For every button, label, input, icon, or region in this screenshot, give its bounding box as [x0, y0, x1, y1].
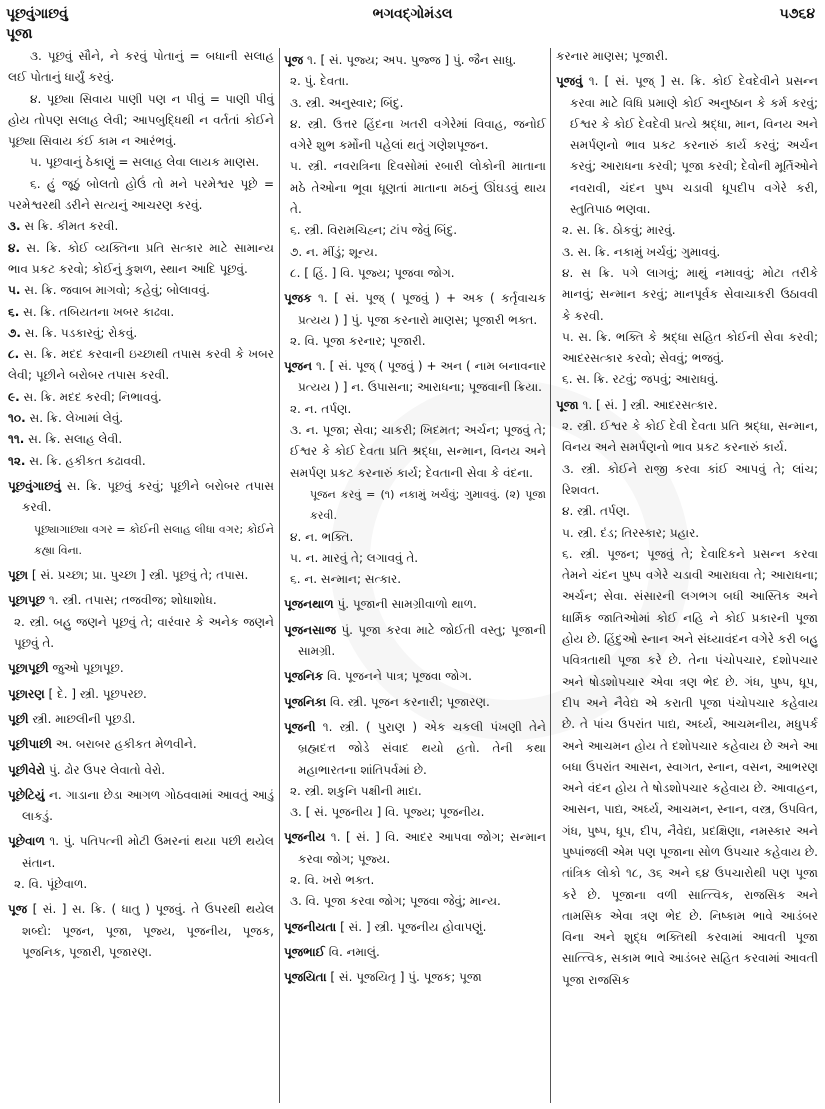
dictionary-entry [284, 917, 546, 938]
idiom-usage [284, 484, 546, 527]
dictionary-entry [8, 899, 274, 963]
definition-text: ૫. સ્ત્રી. દંડ; તિરસ્કાર; પ્રહાર. [562, 525, 700, 540]
guide-word-left: પૂછવુંગાછવું [6, 6, 68, 22]
headword: પૂજનિક [284, 669, 324, 684]
entry-sense [8, 46, 274, 89]
dictionary-entry [284, 717, 546, 781]
column-divider [550, 48, 551, 1103]
headword: પૂછાપૂછ [8, 593, 46, 608]
entry-sense [8, 451, 274, 472]
definition-text: ૧. [ સં. પૂજ્ ( પૂજવું ) + અક ( કર્તૃવાચક પ્રત્યય ) ] પું. પૂજા કરનારો માણસ; પૂજારી ભક્ત. [298, 291, 546, 327]
dictionary-entry [556, 71, 818, 220]
entry-sense [284, 263, 546, 284]
definition-text: ૨. સ્ત્રી. શકુનિ પક્ષીની માદા. [290, 783, 422, 798]
definition-text: અ. બરાબર હકીકત મેળવીને. [51, 737, 197, 752]
definition-text: પું. પૂજાની સામગ્રીવાળો થાળ. [333, 597, 477, 612]
definition-text: ૫. ન. મારવું તે; લગાવવું તે. [290, 550, 419, 565]
entry-sense [284, 93, 546, 114]
definition-text: ૪. સ્ત્રી. તર્પણ. [562, 504, 630, 519]
headword: પૂજભાઈ [284, 944, 325, 959]
headword: પૂજનીયતા [284, 919, 337, 934]
entry-sense [556, 263, 818, 327]
definition-text: [ સં. પ્રચ્છા; પ્રા. પુચ્છા ] સ્ત્રી. પૂછવું તે; તપાસ. [28, 568, 249, 583]
definition-text: ૧. [ સં. પૂજ્ ] સ. ક્રિ. કોઈ દેવદેવીને પ્રસન્ન કરવા માટે વિધિ પ્રમાણે કોઈ અનુષ્ઠાન કે કર્મ કરવું; ઈશ્વર કે કોઈ દેવદેવી પ્રત્યે શ્રદ્ધા, માન, વિનય અને સમર્પણનો ભાવ પ્રકટ કરનારું કાર્ય કરવું; અર્ચન કરવું; આરાધના કરવી; પૂજા કરવી; દેવોની મૂર્તિઓને નવરાવી, ચંદન પુષ્પ ચડાવી ધૂપદીપ વગેરે કરી, સ્તુતિપાઠ ભણવા. [570, 74, 818, 217]
entry-sense [8, 344, 274, 387]
dictionary-entry [8, 684, 274, 705]
headword: પૂછવુંગાછવું [8, 478, 61, 493]
definition-text: પૂજન કરવું = (૧) નકામું ખર્ચવું; ગુમાવવું. (૨) પૂજા કરવી. [310, 487, 546, 523]
entry-sense [284, 331, 546, 352]
headword: પૂજનસાજ [284, 622, 337, 637]
dictionary-entry [8, 590, 274, 611]
dictionary-entry [284, 50, 546, 71]
dictionary-entry [284, 666, 546, 687]
definition-text: પું. ઢોર ઉપર લેવાતો વેરો. [45, 762, 166, 777]
entry-sense [8, 612, 274, 655]
definition-text: ૧. [ સં. પૂજ્ય; અપ. પુજ્જ ] પું. જૈન સાધુ. [303, 53, 517, 67]
dictionary-entry [8, 476, 274, 519]
headword: પૂછી [8, 711, 29, 726]
dictionary-entry [556, 395, 818, 416]
definition-text: ૩. [ સં. પૂજનીય ] વિ. પૂજ્ય; પૂજનીય. [290, 805, 485, 820]
definition-text: સ. ક્રિ. સલાહ લેવી. [24, 432, 123, 447]
entry-sense [8, 152, 274, 173]
headword: પૂજક [284, 291, 312, 306]
entry-sense [556, 523, 818, 544]
definition-text: સ. ક્રિ. મદદ કરવી; નિભાવવું. [19, 389, 162, 404]
definition-text: ૨. સ્ત્રી. બહુ જણને પૂછવું તે; વારંવાર કે અનેક જણને પૂછવું તે. [14, 614, 274, 651]
entry-sense [284, 114, 546, 157]
definition-text: વિ. પૂજનને પાત્ર; પૂજવા જોગ. [323, 669, 472, 684]
entry-sense [556, 242, 818, 263]
headword: પૂજનીય [284, 830, 326, 845]
entry-sense [556, 327, 818, 370]
definition-text: ૨. વિ. પૂંછેવાળ. [14, 876, 88, 891]
entry-sense [8, 302, 274, 323]
definition-text: જુઓ પૂછાપૂછ. [48, 661, 124, 676]
definition-text: ૨. પું. દેવતા. [290, 74, 349, 89]
definition-text: સ. ક્રિ. લેખામાં લેવું. [25, 411, 124, 426]
entry-sense [8, 174, 274, 217]
definition-text: ૩. વિ. પૂજા કરવા જોગ; પૂજવા જેવું; માન્ય. [290, 894, 501, 909]
definition-text: [ સં. ] સ્ત્રી. પૂજનીય હોવાપણું. [336, 919, 487, 934]
definition-text: ૨. વિ. ખરો ભક્ત. [290, 872, 375, 887]
entry-sense [8, 238, 274, 281]
definition-text: વિ. નમાલું. [324, 944, 380, 959]
sense-number: ૧૦. [8, 411, 26, 426]
definition-text: ૧. સ્ત્રી. ( પુરાણ ) એક ચકલી પંખણી તેને બ્રહ્મદત્ત જોડે સંવાદ થયો હતો. તેની કથા મહાભારતના શાંતિપર્વમાં છે. [298, 719, 546, 777]
sense-number: ૧૨. [8, 453, 26, 468]
definition-text: સ ક્રિ. કીમત કરવી. [20, 219, 119, 234]
definition-text: પૂછ્યાગાછ્યા વગર = કોઈની સલાહ લીધા વગર; કોઈને કહ્યા વિના. [34, 522, 274, 557]
definition-text: ૮. [ હિં. ] વિ. પૂજ્ય; પૂજવા જોગ. [290, 265, 455, 280]
book-title: ભગવદ્ગોમંડલ [372, 6, 453, 22]
sense-number: ૭. [8, 325, 21, 340]
column-divider [279, 48, 280, 1103]
entry-sense [284, 220, 546, 241]
definition-text: ૨. સ. ક્રિ. ઠોકવું; મારવું. [562, 223, 676, 238]
definition-text: ૩. પૂછવું સૌને, ને કરવું પોતાનું = બધાની સલાહ લઈ પોતાનું ધાર્યું કરવું. [8, 49, 274, 85]
definition-text: ૪. ન. ભક્તિ. [290, 529, 354, 544]
dictionary-entry [8, 709, 274, 730]
dictionary-entry [8, 658, 274, 679]
definition-text: ૬. હું જૂઠું બોલતો હોઉં તો મને પરમેશ્વર પૂછે = પરમેશ્વરથી ડરીને સત્યનું આચરણ કરવું. [8, 176, 274, 213]
entry-sense [284, 71, 546, 92]
definition-text: ૩. સ્ત્રી. અનુસ્વાર; બિંદુ. [290, 95, 404, 110]
entry-sense [284, 242, 546, 263]
sense-number: ૫. [8, 283, 21, 298]
entry-sense [8, 323, 274, 344]
column-2 [284, 46, 546, 988]
definition-text: ૪. સ ક્રિ. પગે લાગવું; માથું નમાવવું; મોટા તરીકે માનવું; સન્માન કરવું; માનપૂર્વક સેવાચાકરી ઉઠાવવી કે કરવી. [562, 265, 818, 323]
definition-text: સ. ક્રિ. તબિયતના ખબર કાઢવા. [19, 304, 175, 319]
idiom-usage [8, 519, 274, 562]
sense-number: ૮. [8, 347, 20, 362]
definition-text: ૪. સ્ત્રી. ઉત્તર હિંદના ખતરી વગેરેમાં વિવાહ, જનોઈ વગેરે શુભ કર્મોની પહેલાં થતું ગણેશપૂજન. [290, 116, 546, 153]
sense-number: ૬. [8, 304, 20, 319]
definition-text: વિ. સ્ત્રી. પૂજન કરનારી; પૂજારણ. [326, 694, 490, 709]
entry-sense [556, 369, 818, 390]
headword: પૂજ [8, 902, 28, 917]
headword: પૂછાપૂછી [8, 661, 49, 676]
entry-sense [284, 420, 546, 484]
definition-text: સ. ક્રિ. મદદ કરવાની ઇચ્છાથી તપાસ કરવી કે ખબર લેવી; પૂછીને બરોબર તપાસ કરવી. [8, 347, 274, 383]
definition-text: ૧. [ સં. ] વિ. આદર આપવા જોગ; સન્માન કરવા જોગ; પૂજ્ય. [298, 830, 546, 866]
entry-sense [284, 802, 546, 823]
headword: પૂછીપાછી [8, 737, 52, 752]
dictionary-entry [8, 760, 274, 781]
headword: પૂજનિકા [284, 694, 327, 709]
definition-text: ૨. ન. તર્પણ. [290, 401, 352, 416]
definition-text: ૧. [ સં. પૂજ્ ( પૂજવું ) + અન ( નામ બનાવનાર પ્રત્યય ) ] ન. ઉપાસના; આરાધના; પૂજવાની ક્રિયા. [298, 359, 546, 395]
headword: પૂછીવેરો [8, 762, 46, 777]
definition-text: ૬. સ્ત્રી. વિરામચિહ્ન; ટાંપ જેવું બિંદુ. [290, 223, 458, 238]
dictionary-entry [284, 594, 546, 615]
headword: પૂજન [284, 359, 313, 374]
headword: પૂજા [556, 397, 579, 412]
sense-number: ૩. [8, 219, 21, 234]
entry-sense [284, 527, 546, 548]
definition-text: [ સં. પૂજયિતૃ ] પું. પૂજક; પૂજા [326, 970, 482, 985]
definition-text: ૧. સ્ત્રી. તપાસ; તજવીજ; શોધાશોધ. [45, 593, 217, 608]
dictionary-entry [284, 827, 546, 870]
headword: પૂજની [284, 719, 316, 734]
entry-sense [556, 459, 818, 502]
entry-sense [556, 416, 818, 459]
definition-text: ન. ગાડાના છેડા આગળ ગોઠવવામાં આવતું આડું લાકડું. [22, 787, 274, 824]
headword: પૂછેટિયું [8, 787, 45, 802]
definition-text: ૭. ન. મીંડું; શૂન્ય. [290, 244, 378, 259]
definition-text: ૪. પૂછ્યા સિવાય પાણી પણ ન પીવું = પાણી પીવું હોય તોપણ સલાહ લેવી; આપબુદ્ધિથી ન વર્તતાં કોઈને પૂછ્યા સિવાય કંઈ કામ ન આરંભવું. [8, 91, 274, 149]
dictionary-entry [8, 565, 274, 586]
definition-text: ૨. વિ. પૂજા કરનાર; પૂજારી. [290, 333, 426, 348]
entry-sense [8, 408, 274, 429]
column-1 [8, 46, 274, 963]
headword: પૂજવું [556, 74, 583, 89]
headword: પૂજનથાળ [284, 597, 334, 612]
entry-sense [284, 781, 546, 802]
definition-text: ૨. સ્ત્રી. ઈશ્વર કે કોઈ દેવી દેવતા પ્રતિ શ્રદ્ધા, સન્માન, વિનય અને સમર્પણનો ભાવ પ્રકટ કરનારું કાર્ય. [562, 419, 818, 455]
dictionary-entry [8, 831, 274, 874]
definition-text: ૬. સ. ક્રિ. રટવું; જપવું; આરાધવું. [562, 372, 719, 387]
entry-sense [8, 89, 274, 153]
entry-sense [8, 874, 274, 895]
definition-text: ૬. ન. સન્માન; સત્કાર. [290, 572, 402, 587]
entry-sense [284, 399, 546, 420]
definition-text: સ. ક્રિ. પડકારવું; રોકવું. [20, 325, 138, 340]
entry-sense [284, 870, 546, 891]
definition-text: ૧. [ સં. ] સ્ત્રી. આદરસત્કાર. [578, 397, 718, 412]
headword: પૂજયિતા [284, 970, 327, 985]
definition-text: સ. ક્રિ. કોઈ વ્યક્તિના પ્રતિ સત્કાર માટે સામાન્ય ભાવ પ્રકટ કરવો; કોઈનું કુશળ, સ્થાન આદિ પૂછવું. [8, 240, 274, 276]
definition-text: ૫. સ્ત્રી. નવરાત્રિના દિવસોમાં રબારી લોકોની માતાના મઠે તેઓના ભૂવા ધૂણતાં માતાના મઠનું ઊંઘડવું થાય તે. [290, 159, 546, 217]
entry-sense [284, 548, 546, 569]
definition-text: [ સં. ] સ. ક્રિ. ( ધાતુ ) પૂજવું. તે ઉપરથી થયેલ શબ્દો: પૂજન, પૂજા, પૂજ્ય, પૂજનીય, પૂજક, પૂજનિક, પૂજારી, પૂજારણ. [22, 902, 274, 959]
entry-sense [556, 220, 818, 241]
column-3 [556, 46, 818, 991]
definition-text: ૩. સ. ક્રિ. નકામું ખર્ચવું; ગુમાવવું. [562, 244, 721, 259]
headword: પૂછા [8, 568, 29, 583]
dictionary-entry [284, 692, 546, 713]
dictionary-entry [8, 785, 274, 828]
definition-text: કરનાર માણસ; પૂજારી. [556, 49, 669, 63]
definition-text: સ. ક્રિ. હકીકત કઢાવવી. [25, 453, 146, 468]
definition-text: સ્ત્રી. માછલીની પૂછડી. [28, 711, 136, 726]
entry-sense [8, 429, 274, 450]
entry-sense [284, 156, 546, 220]
definition-text: ૫. પૂછવાનું ઠેકાણું = સલાહ લેવા લાયક માણસ. [30, 155, 260, 170]
definition-text: સ. ક્રિ. જવાબ માગવો; કહેવું; બોલાવવું. [20, 283, 210, 298]
entry-sense [556, 46, 818, 67]
entry-sense [556, 501, 818, 522]
definition-text: [ દે. ] સ્ત્રી. પૂછપરછ. [44, 686, 147, 701]
definition-text: સ. ક્રિ. પૂછવું કરવું; પૂછીને બરોબર તપાસ કરવી. [22, 478, 274, 515]
sense-number: ૧૧. [8, 432, 25, 447]
dictionary-entry [284, 620, 546, 663]
entry-sense [284, 569, 546, 590]
sense-number: ૯. [8, 389, 20, 404]
headword: પૂછારણ [8, 686, 45, 701]
dictionary-entry [284, 288, 546, 331]
entry-sense [8, 387, 274, 408]
entry-sense [556, 544, 818, 991]
dictionary-entry [284, 967, 546, 988]
headword: પૂછેવાળ [8, 834, 45, 849]
definition-text: ૩. ન. પૂજા; સેવા; ચાકરી; ખિદમત; અર્ચન; પૂજવું તે; ઈશ્વર કે કોઈ દેવતા પ્રતિ શ્રદ્ધા, સન્માન, વિનય અને સમર્પણ પ્રકટ કરનારું કાર્ય; દેવતાની સેવા કે વંદના. [290, 423, 546, 480]
definition-text: ૫. સ. ક્રિ. ભક્તિ કે શ્રદ્ધા સહિત કોઈની સેવા કરવી; આદરસત્કાર કરવો; સેવવું; ભજવું. [562, 329, 818, 366]
dictionary-entry [8, 734, 274, 755]
dictionary-entry [284, 356, 546, 399]
page-number: ૫૭૬૪ [779, 6, 815, 22]
guide-word-left-2: પૂજા [6, 26, 33, 42]
headword: પૂજ [284, 53, 304, 67]
dictionary-entry [284, 942, 546, 963]
entry-sense [8, 216, 274, 237]
definition-text: ૩. સ્ત્રી. કોઈને રાજી કરવા કાંઈ આપવું તે; લાંચ; રિશવત. [562, 461, 818, 497]
entry-sense [284, 891, 546, 912]
definition-text: પું. પૂજા કરવા માટે જોઈતી વસ્તુ; પૂજાની સામગ્રી. [298, 622, 546, 659]
entry-sense [8, 280, 274, 301]
sense-number: ૪. [8, 240, 20, 255]
definition-text: ૬. સ્ત્રી. પૂજન; પૂજવું તે; દેવાદિકને પ્રસન્ન કરવા તેમને ચંદન પુષ્પ વગેરે ચડાવી આરાધવા તે; આરાધના; અર્ચન; સેવા. સંસારની લગભગ બધી આસ્તિક અને ધાર્મિક જાતિઓમાં કોઈ નહિ ને કોઈ પ્રકારની પૂજા હોય છે. હિંદુઓ સ્નાન અને સંધ્યાવંદન વગેરે કરી બહુ પવિત્રતાથી પૂજા કરે છે. તેના પંચોપચાર, દશોપચાર અને ષોડશોપચાર એવા ત્રણ ભેદ છે. ગંધ, પુષ્પ, ધૂપ, દીપ અને નૈવેદ્ય એ કરાતી પૂજા પંચોપચાર કહેવાય છે. તે પાંચ ઉપરાંત પાદ્ય, અર્ઘ્ય, આચમનીય, મધુપર્ક અને આચમન હોય તે દશોપચાર કહેવાય છે અને આ બધા ઉપરાંત આસન, સ્વાગત, સ્નાન, વસન, આભરણ અને વંદન હોય તે ષોડશોપચાર કહેવાય છે. આવાહન, આસન, પાદ્ય, અર્ઘ્ય, આચમન, સ્નાન, વસ્ત્ર, ઉપવિત, ગંધ, પુષ્પ, ધૂપ, દીપ, નૈવેદ્ય, પ્રદક્ષિણા, નમસ્કાર અને પુષ્પાંજલી એમ પણ પૂજાના સોળ ઉપચાર કહેવાય છે. તાંત્રિક લોકો ૧૮, ૩૬ અને ૬૪ ઉપચારોથી પણ પૂજા કરે છે. પૂજાના વળી સાત્ત્વિક, રાજસિક અને તામસિક એવા ત્રણ ભેદ છે. નિષ્કામ ભાવે આડંબર વિના અને શુદ્ધ ભક્તિથી કરવામાં આવતી પૂજા સાત્ત્વિક, સકામ ભાવે આડંબર સહિત કરવામાં આવતી પૂજા રાજસિક [562, 546, 818, 987]
definition-text: ૧. પું. પતિપત્ની મોટી ઉમરનાં થયા પછી થયેલ સંતાન. [22, 834, 274, 870]
